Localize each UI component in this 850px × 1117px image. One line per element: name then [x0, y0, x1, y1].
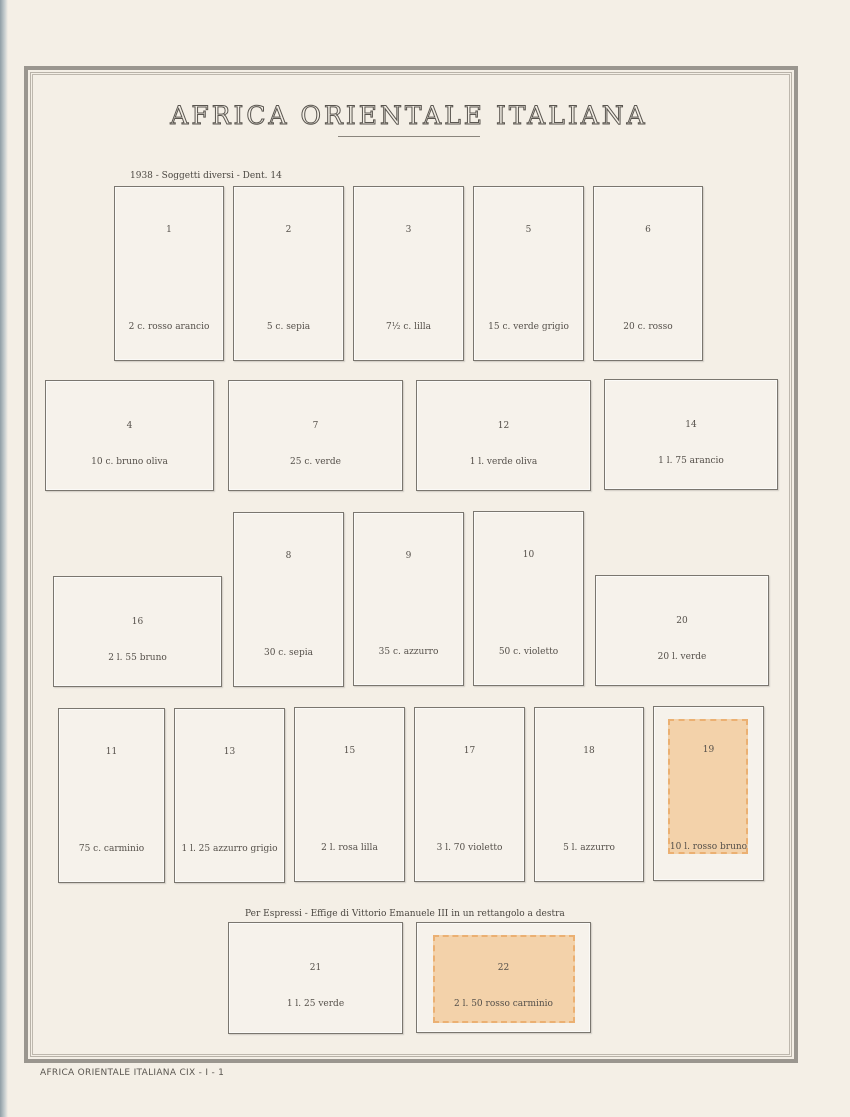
stamp-label: 20 c. rosso	[623, 322, 673, 332]
stamp-number: 21	[309, 963, 322, 973]
stamp-number: 20	[676, 616, 688, 626]
stamp-image-eagle	[668, 719, 748, 854]
stamp-label: 2 c. rosso arancio	[128, 322, 210, 332]
stamp-number: 6	[645, 225, 651, 235]
page-binding-edge	[0, 0, 8, 1117]
stamp-number: 10	[522, 550, 535, 560]
stamp-label: 25 c. verde	[290, 457, 341, 467]
stamp-number: 2	[285, 225, 292, 235]
stamp-number: 12	[497, 421, 510, 431]
stamp-space	[228, 380, 403, 491]
stamp-label: 30 c. sepia	[263, 648, 314, 658]
stamp-space	[534, 707, 644, 882]
stamp-label: 20 l. verde	[657, 652, 707, 662]
stamp-label: 75 c. carminio	[78, 844, 145, 854]
stamp-space	[174, 708, 285, 883]
stamp-label: 2 l. rosa lilla	[321, 843, 378, 853]
stamp-label: 2 l. 55 bruno	[108, 653, 167, 663]
stamp-number: 18	[583, 746, 595, 756]
stamp-label: 1 l. verde oliva	[469, 457, 538, 467]
stamp-space	[416, 380, 591, 491]
stamp-space	[114, 186, 224, 361]
stamp-label: 10 c. bruno oliva	[91, 457, 168, 467]
espressi-caption: Per Espressi - Effige di Vittorio Emanuele III in un rettangolo a destra	[245, 909, 565, 919]
stamp-space	[473, 511, 584, 686]
page-footer: AFRICA ORIENTALE ITALIANA CIX - I - 1	[40, 1068, 225, 1078]
stamp-number: 9	[405, 551, 412, 561]
stamp-label: 1 l. 75 arancio	[658, 456, 724, 466]
stamp-number: 14	[685, 420, 697, 430]
stamp-space	[604, 379, 778, 490]
stamp-space	[593, 186, 703, 361]
stamp-number: 22	[497, 963, 510, 973]
stamp-label: 15 c. verde grigio	[488, 322, 569, 332]
stamp-space	[233, 186, 344, 361]
stamp-space	[233, 512, 344, 687]
stamp-space	[228, 922, 403, 1034]
stamp-space	[45, 380, 214, 491]
stamp-space	[294, 707, 405, 882]
stamp-number: 4	[126, 421, 133, 431]
stamp-label: 1 l. 25 azzurro grigio	[181, 844, 278, 854]
stamp-label: 10 l. rosso bruno	[669, 842, 748, 852]
stamp-label: 1 l. 25 verde	[286, 999, 345, 1009]
stamp-space	[58, 708, 165, 883]
stamp-label: 2 l. 50 rosso carminio	[454, 999, 553, 1009]
stamp-number: 1	[166, 225, 172, 235]
stamp-space-with-stamp	[653, 706, 764, 881]
stamp-image-espresso	[433, 935, 575, 1023]
stamp-space	[353, 186, 464, 361]
title-underline	[338, 136, 480, 137]
stamp-space	[53, 576, 222, 687]
stamp-space	[353, 512, 464, 686]
stamp-label: 3 l. 70 violetto	[436, 843, 503, 853]
stamp-label: 7½ c. lilla	[386, 322, 431, 332]
stamp-number: 7	[312, 421, 319, 431]
stamp-space	[595, 575, 769, 686]
stamp-number: 3	[405, 225, 412, 235]
stamp-label: 5 c. sepia	[266, 322, 311, 332]
stamp-label: 35 c. azzurro	[378, 647, 439, 657]
stamp-label: 50 c. violetto	[498, 647, 559, 657]
stamp-number: 8	[285, 551, 292, 561]
page-title: AFRICA ORIENTALE ITALIANA	[170, 101, 648, 130]
stamp-space-with-stamp	[416, 922, 591, 1033]
stamp-number: 11	[105, 747, 118, 757]
stamp-space	[473, 186, 584, 361]
stamp-number: 15	[343, 746, 356, 756]
stamp-number: 16	[131, 617, 144, 627]
stamp-number: 13	[223, 747, 236, 757]
stamp-space	[414, 707, 525, 882]
stamp-number: 17	[463, 746, 476, 756]
stamp-label: 5 l. azzurro	[563, 843, 615, 853]
stamp-number: 19	[702, 745, 715, 755]
section-caption: 1938 - Soggetti diversi - Dent. 14	[130, 171, 282, 181]
stamp-number: 5	[525, 225, 532, 235]
